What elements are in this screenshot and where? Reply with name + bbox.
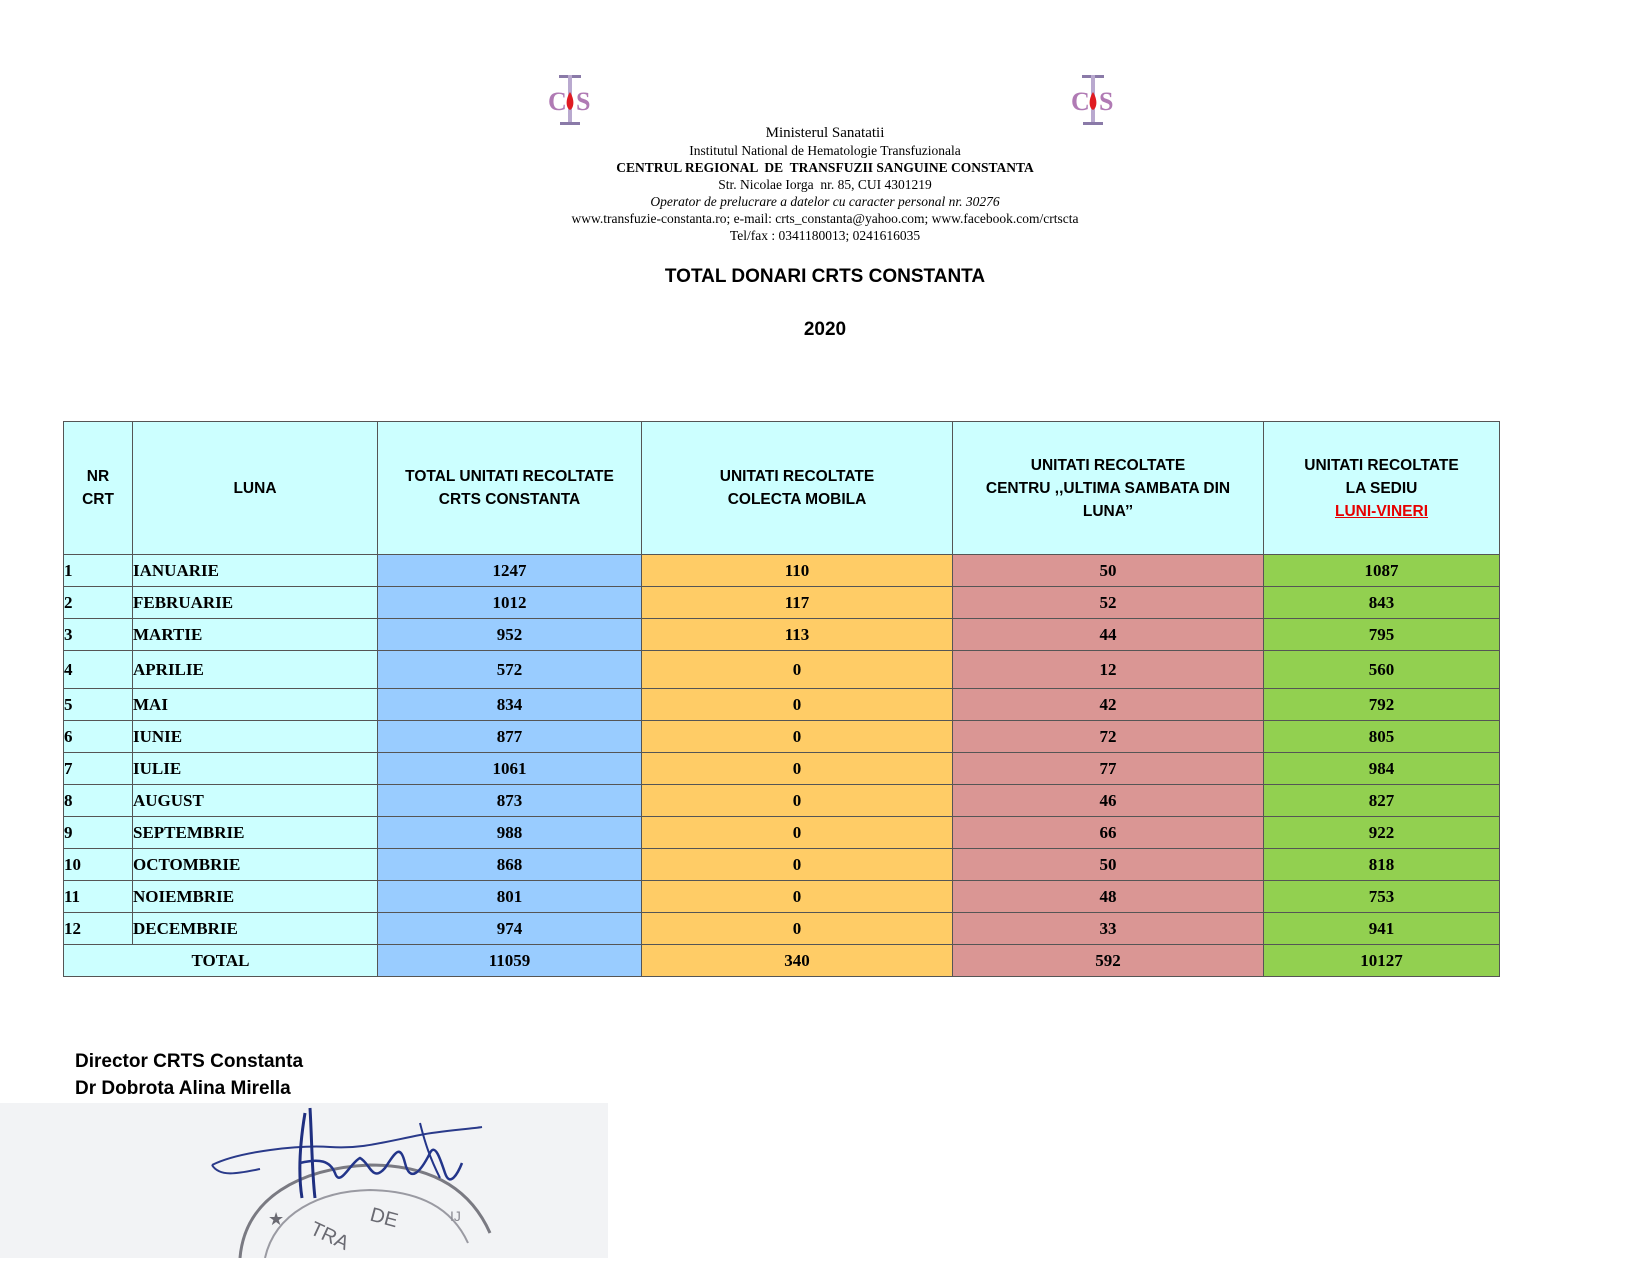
cell-sediu: 753 [1264,881,1500,913]
cell-mobile: 0 [642,785,953,817]
svg-text:★: ★ [268,1209,285,1229]
cell-total: 572 [378,651,642,689]
header-sediu: UNITATI RECOLTATE LA SEDIU LUNI-VINERI [1264,422,1500,555]
table-row [64,785,1500,817]
donations-table [63,421,1500,977]
cell-nr: 11 [64,881,133,913]
cell-luna: APRILIE [133,651,378,689]
cell-total: 834 [378,689,642,721]
cell-center: 46 [953,785,1264,817]
cell-nr: 10 [64,849,133,881]
cell-total: 1012 [378,587,642,619]
cell-mobile: 0 [642,689,953,721]
document-year: 2020 [803,319,847,340]
totals-row [64,945,1500,977]
cell-center: 44 [953,619,1264,651]
table-row [64,881,1500,913]
cell-nr: 7 [64,753,133,785]
cell-nr: 5 [64,689,133,721]
cell-sediu: 1087 [1264,555,1500,587]
cell-nr: 4 [64,651,133,689]
cell-sediu: 941 [1264,913,1500,945]
cell-nr: 1 [64,555,133,587]
totals-total: 11059 [378,945,642,977]
cell-total: 974 [378,913,642,945]
cell-sediu: 792 [1264,689,1500,721]
totals-mobile: 340 [642,945,953,977]
table-row [64,555,1500,587]
table-row [64,817,1500,849]
director-name: Dr Dobrota Alina Mirella [75,1078,291,1099]
cell-sediu: 922 [1264,817,1500,849]
header-total: TOTAL UNITATI RECOLTATE CRTS CONSTANTA [378,422,642,555]
cell-center: 48 [953,881,1264,913]
header-luna: LUNA [133,422,378,555]
cell-sediu: 805 [1264,721,1500,753]
cell-center: 42 [953,689,1264,721]
table-row [64,619,1500,651]
totals-label: TOTAL [64,945,378,977]
cell-nr: 9 [64,817,133,849]
cell-mobile: 0 [642,881,953,913]
svg-text:S: S [576,87,591,116]
cell-nr: 12 [64,913,133,945]
cell-center: 72 [953,721,1264,753]
header-center: UNITATI RECOLTATE CENTRU ,,ULTIMA SAMBATA DIN LUNA’’ [953,422,1264,555]
cell-luna: MARTIE [133,619,378,651]
cell-center: 50 [953,555,1264,587]
cell-center: 52 [953,587,1264,619]
cell-sediu: 827 [1264,785,1500,817]
table-row [64,651,1500,689]
operator-note: Operator de prelucrare a datelor cu caracter personal nr. 30276 [650,194,1000,209]
cell-total: 1247 [378,555,642,587]
cell-mobile: 0 [642,753,953,785]
cell-sediu: 818 [1264,849,1500,881]
cell-center: 33 [953,913,1264,945]
cell-center: 50 [953,849,1264,881]
cell-mobile: 0 [642,817,953,849]
svg-text:C: C [548,87,567,116]
cell-sediu: 984 [1264,753,1500,785]
address: Str. Nicolae Iorga nr. 85, CUI 4301219 [718,177,932,192]
cell-mobile: 0 [642,651,953,689]
table-row [64,753,1500,785]
crts-logo-left [546,72,596,128]
cell-center: 77 [953,753,1264,785]
header-mobile: UNITATI RECOLTATE COLECTA MOBILA [642,422,953,555]
totals-sediu: 10127 [1264,945,1500,977]
cell-nr: 3 [64,619,133,651]
cell-total: 868 [378,849,642,881]
cell-luna: DECEMBRIE [133,913,378,945]
crts-logo-right [1069,72,1119,128]
totals-center: 592 [953,945,1264,977]
cell-sediu: 795 [1264,619,1500,651]
table-row [64,587,1500,619]
cell-total: 988 [378,817,642,849]
letterhead [0,125,1650,244]
cell-nr: 8 [64,785,133,817]
cell-luna: NOIEMBRIE [133,881,378,913]
svg-text:DE: DE [367,1203,401,1233]
institute-name: Institutul National de Hematologie Transfuzionala [689,143,961,158]
cell-mobile: 110 [642,555,953,587]
cell-mobile: 0 [642,913,953,945]
cell-total: 952 [378,619,642,651]
document-title: TOTAL DONARI CRTS CONSTANTA [664,266,986,287]
cell-total: 877 [378,721,642,753]
cell-mobile: 0 [642,721,953,753]
cell-luna: IULIE [133,753,378,785]
cell-luna: OCTOMBRIE [133,849,378,881]
svg-text:IJ: IJ [450,1208,461,1224]
luni-vineri-label: LUNI-VINERI [1335,502,1428,520]
cell-nr: 2 [64,587,133,619]
cell-luna: IANUARIE [133,555,378,587]
cell-mobile: 117 [642,587,953,619]
table-row [64,849,1500,881]
contact-tel: Tel/fax : 0341180013; 0241616035 [729,228,921,243]
cell-sediu: 843 [1264,587,1500,619]
cell-nr: 6 [64,721,133,753]
table-row [64,689,1500,721]
cell-total: 801 [378,881,642,913]
svg-text:S: S [1099,87,1114,116]
signature-block [75,1048,303,1102]
cell-center: 12 [953,651,1264,689]
cell-center: 66 [953,817,1264,849]
cell-luna: IUNIE [133,721,378,753]
cell-luna: MAI [133,689,378,721]
cell-luna: AUGUST [133,785,378,817]
cell-luna: FEBRUARIE [133,587,378,619]
cell-total: 873 [378,785,642,817]
header-nr-crt: NR CRT [64,422,133,555]
table-row [64,721,1500,753]
contact-web: www.transfuzie-constanta.ro; e-mail: crts_constanta@yahoo.com; www.facebook.com/crtscta [571,211,1079,226]
cell-sediu: 560 [1264,651,1500,689]
ministry-name: Ministerul Sanatatii [765,125,885,141]
cell-mobile: 0 [642,849,953,881]
cell-total: 1061 [378,753,642,785]
director-title: Director CRTS Constanta [75,1051,304,1072]
table-row [64,913,1500,945]
svg-text:TRA: TRA [306,1217,353,1255]
signature-stamp-image [0,1103,608,1258]
center-name: CENTRUL REGIONAL DE TRANSFUZII SANGUINE CONSTANTA [616,160,1034,175]
cell-mobile: 113 [642,619,953,651]
table-header-row [64,422,1500,555]
svg-text:C: C [1071,87,1090,116]
cell-luna: SEPTEMBRIE [133,817,378,849]
